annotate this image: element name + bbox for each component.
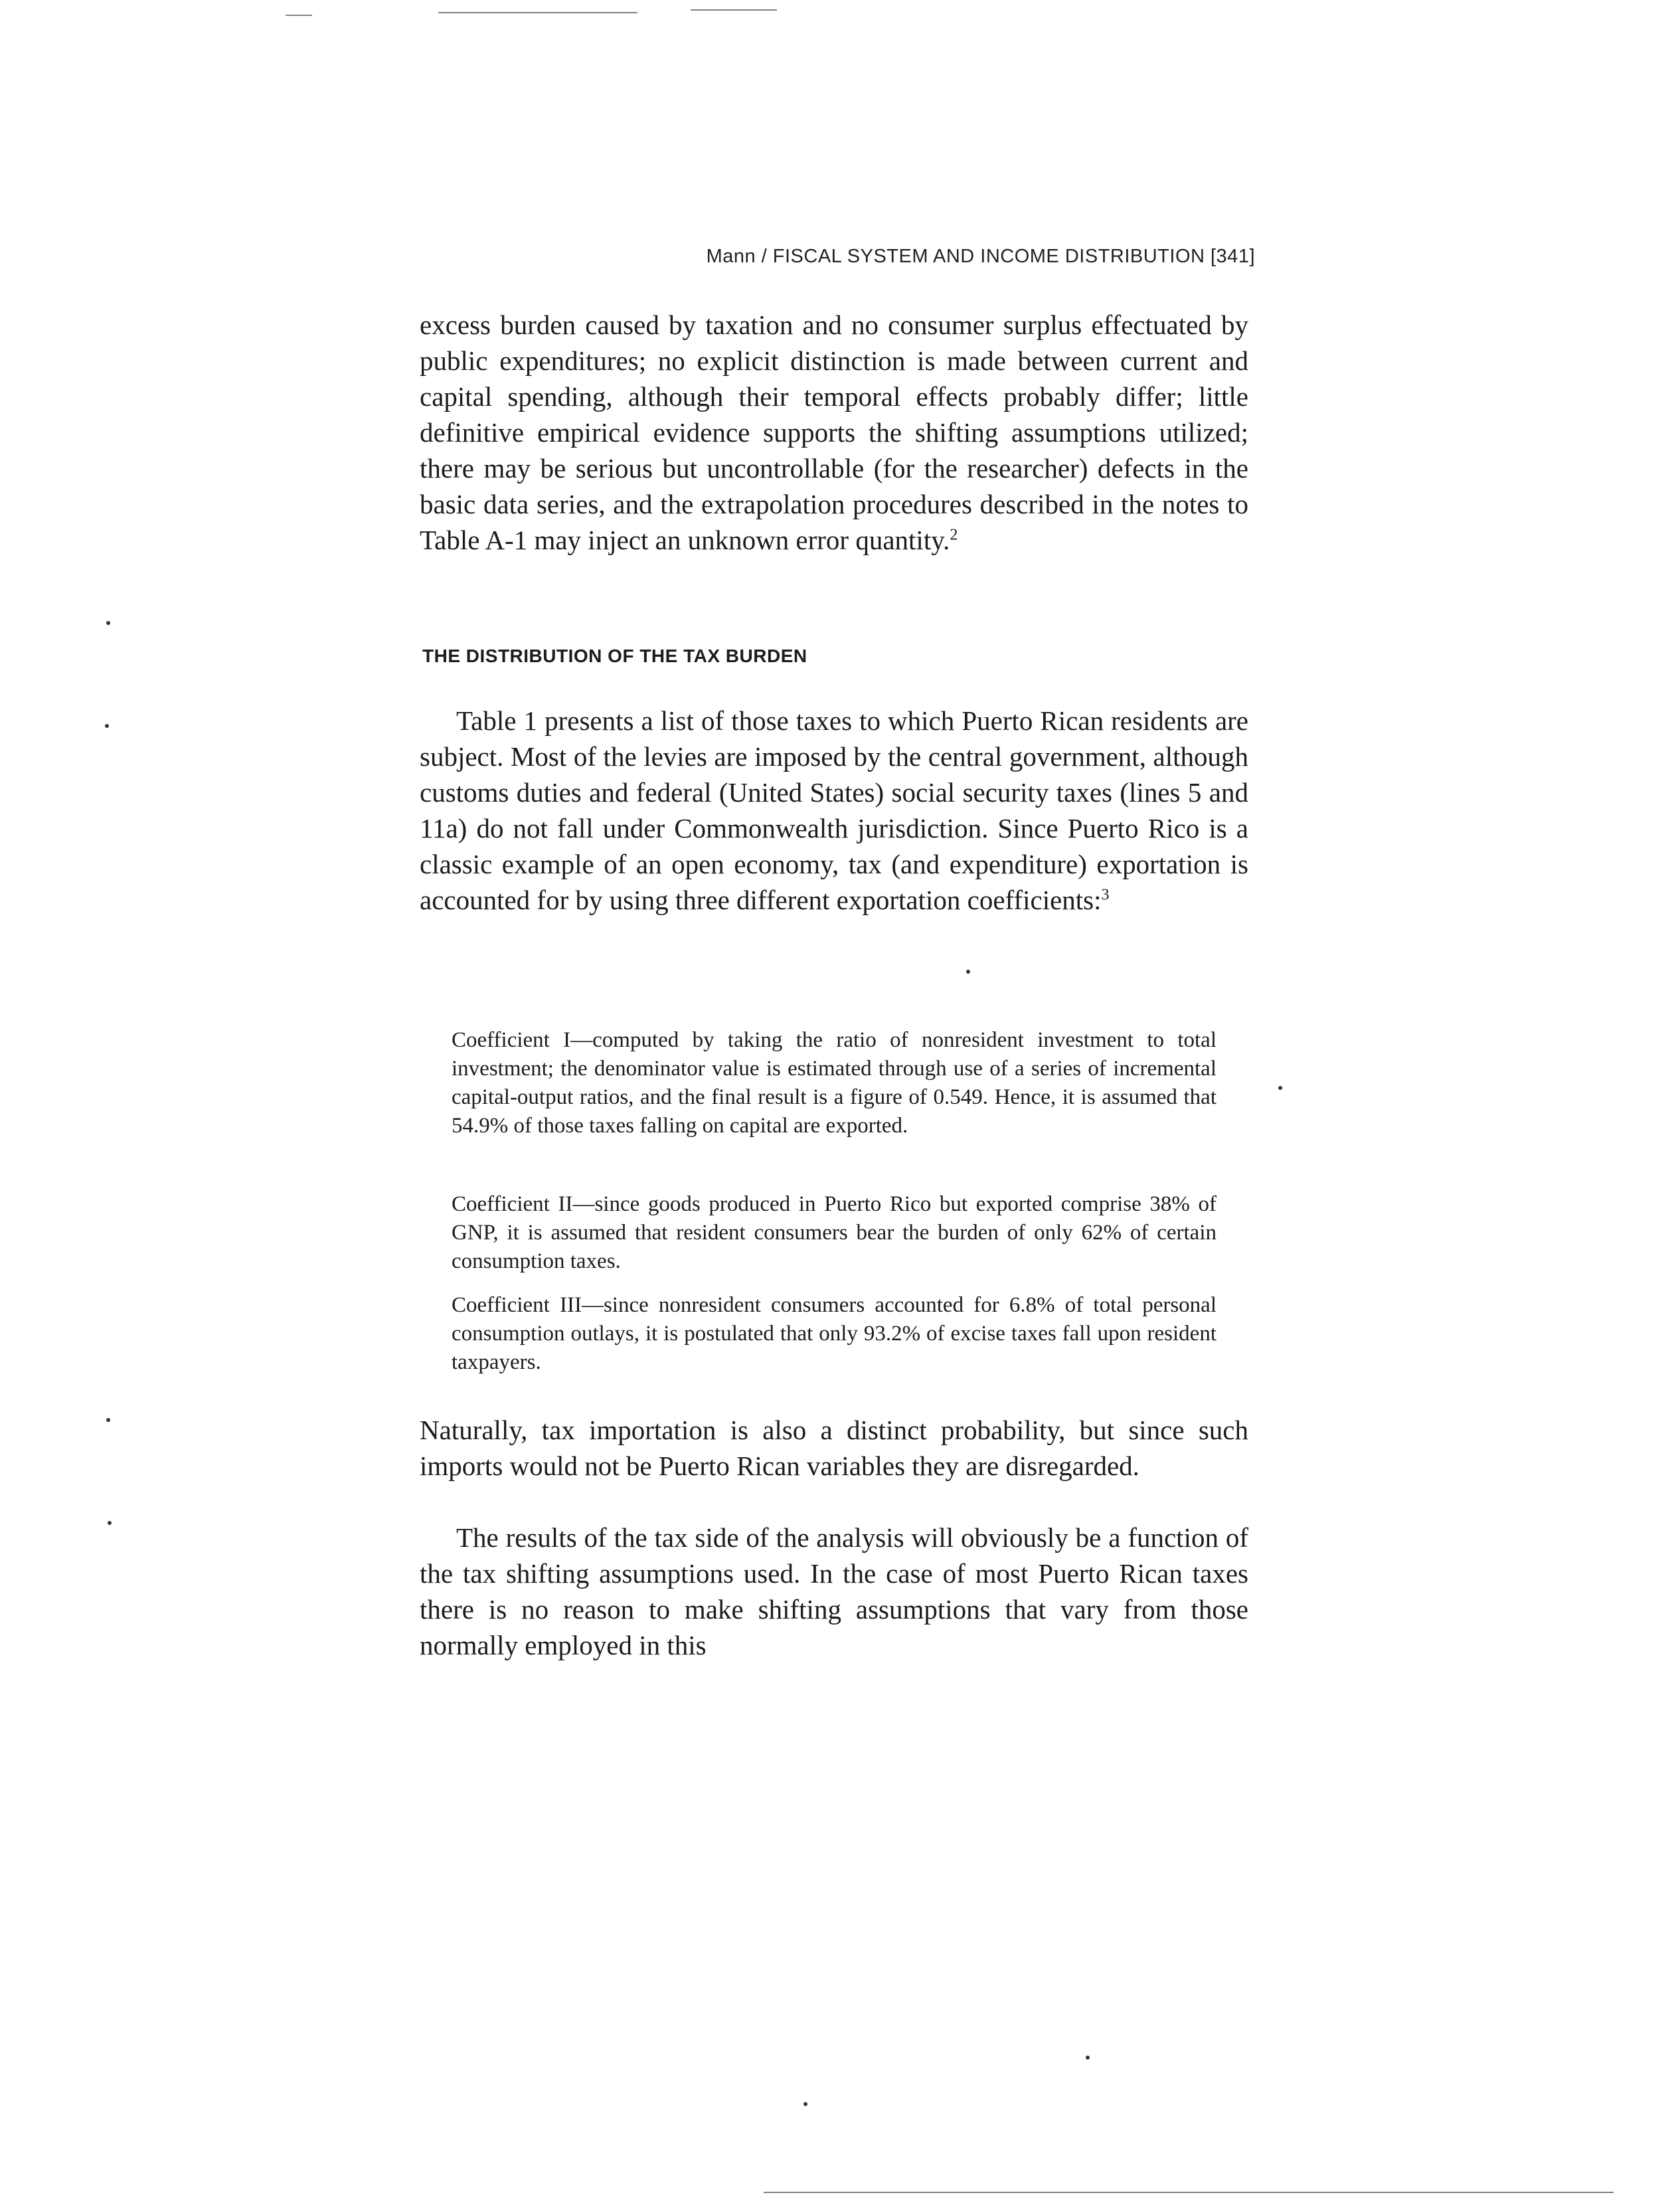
paragraph-importation: Naturally, tax importation is also a distinct probability, but since such imports would not be Puerto Rican variables they are disregarded. — [420, 1415, 1248, 1481]
coefficient-1: Coefficient I—computed by taking the ratio of nonresident investment to total investment; the denominator value is estimated through use of a series of incremental capital-output ratios, and the final result is a figure of 0.549. Hence, it is assumed that 54.9% of those taxes falling on capital are exported. — [452, 1028, 1217, 1138]
scan-artifact-line — [286, 15, 312, 16]
paragraph-continued — [420, 307, 1248, 558]
coefficient-3: Coefficient III—since nonresident consumers accounted for 6.8% of total personal consumption outlays, it is postulated that only 93.2% of excise taxes fall upon resident taxpayers. — [452, 1293, 1217, 1374]
scan-artifact-speck — [1278, 1086, 1282, 1090]
running-head: Mann / FISCAL SYSTEM AND INCOME DISTRIBUTION [341] — [706, 246, 1255, 267]
scan-artifact-line — [438, 12, 637, 13]
scan-artifact-speck — [105, 724, 109, 728]
scan-artifact-speck — [966, 970, 970, 974]
paragraph-results: The results of the tax side of the analysis will obviously be a function of the tax shifting assumptions used. In the case of most Puerto Rican taxes there is no reason to make shifting assumptions that vary from those normally employed in this — [420, 1522, 1248, 1660]
footnote-ref: 3 — [1101, 886, 1110, 904]
footnote-ref: 2 — [950, 526, 958, 544]
scan-artifact-line — [764, 2192, 1614, 2193]
paragraph-text: Table 1 presents a list of those taxes to which Puerto Rican residents are subject. Most of the levies are imposed by the central government, although customs duties and federal (United States) social security taxes (lines 5 and 11a) do not fall under Commonwealth jurisdiction. Since Puerto Rico is a classic example of an open economy, tax (and expenditure) exportation is accounted for by using three different exportation coefficients: — [420, 705, 1248, 915]
paragraph-text: excess burden caused by taxation and no consumer surplus effectuated by public expenditures; no explicit distinction is made between current and capital spending, although their temporal effects probably differ; little definitive empirical evidence supports the shifting assumptions utilized; there may be serious but uncontrollable (for the researcher) defects in the basic data series, and the extrapolation procedures described in the notes to Table A-1 may inject an unknown error quantity. — [420, 310, 1248, 555]
scan-artifact-speck — [108, 1521, 112, 1525]
paragraph-table1 — [420, 703, 1248, 918]
coefficient-2: Coefficient II—since goods produced in Puerto Rico but exported comprise 38% of GNP, it is assumed that resident consumers bear the burden of only 62% of certain consumption taxes. — [452, 1192, 1217, 1273]
scan-artifact-line — [691, 9, 777, 11]
scan-artifact-speck — [106, 621, 110, 625]
scan-artifact-speck — [106, 1418, 110, 1422]
scan-artifact-speck — [803, 2102, 807, 2106]
scan-artifact-speck — [1086, 2056, 1090, 2060]
section-heading: THE DISTRIBUTION OF THE TAX BURDEN — [422, 646, 807, 666]
